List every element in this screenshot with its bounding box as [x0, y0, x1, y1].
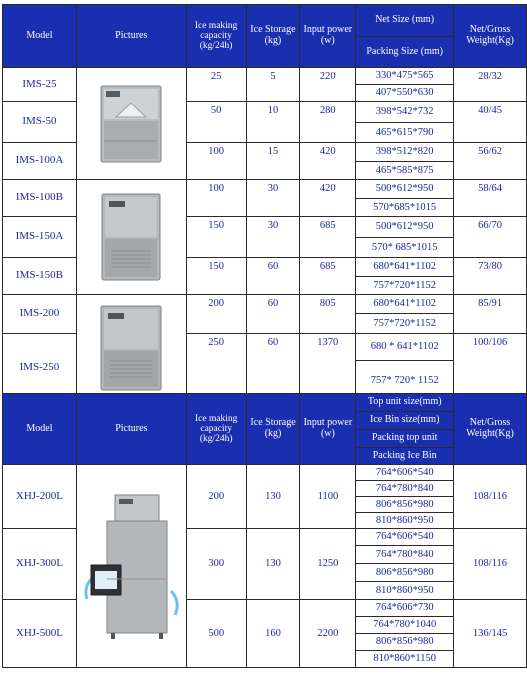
header-power: Input power (w): [300, 394, 356, 465]
top-unit-size-cell: 764*606*730: [356, 600, 454, 617]
power-cell: 420: [300, 180, 356, 217]
packing-size-cell: 465*615*790: [356, 123, 454, 143]
model-cell: IMS-25: [3, 68, 77, 102]
model-cell: IMS-150A: [3, 217, 77, 258]
power-cell: 1250: [300, 529, 356, 600]
capacity-cell: 250: [186, 334, 246, 402]
packing-bin-cell: 810*860*950: [356, 582, 454, 600]
model-cell: IMS-50: [3, 102, 77, 143]
header-pictures: Pictures: [76, 5, 186, 68]
capacity-cell: 50: [186, 102, 246, 143]
storage-cell: 5: [246, 68, 300, 102]
power-cell: 280: [300, 102, 356, 143]
power-cell: 685: [300, 258, 356, 295]
packing-bin-cell: 810*860*950: [356, 513, 454, 529]
header-storage: Ice Storage (kg): [246, 5, 300, 68]
ice-machine-image: [100, 305, 162, 391]
header-packing-bin: Packing Ice Bin: [356, 448, 454, 465]
weight-cell: 73/80: [454, 258, 527, 295]
model-cell: XHJ-200L: [3, 465, 77, 529]
storage-cell: 130: [246, 529, 300, 600]
ice-bin-size-cell: 764*780*840: [356, 546, 454, 564]
header-weight: Net/Gross Weight(Kg): [454, 5, 527, 68]
weight-cell: 56/62: [454, 143, 527, 180]
weight-cell: 85/91: [454, 295, 527, 334]
storage-cell: 30: [246, 217, 300, 258]
capacity-cell: 100: [186, 143, 246, 180]
weight-cell: 108/116: [454, 529, 527, 600]
net-size-cell: 680*641*1102: [356, 295, 454, 314]
weight-cell: 108/116: [454, 465, 527, 529]
xhj-spec-table: [2, 393, 527, 668]
packing-top-cell: 806*856*980: [356, 564, 454, 582]
header-packing-size: Packing Size (mm): [356, 37, 454, 68]
capacity-cell: 200: [186, 465, 246, 529]
packing-size-cell: 407*550*630: [356, 85, 454, 102]
weight-cell: 40/45: [454, 102, 527, 143]
net-size-cell: 500*612*950: [356, 180, 454, 199]
packing-size-cell: 570*685*1015: [356, 199, 454, 217]
power-cell: 420: [300, 143, 356, 180]
net-size-cell: 500*612*950: [356, 217, 454, 238]
packing-bin-cell: 810*860*1150: [356, 651, 454, 668]
product-photo-ims-small: [76, 68, 186, 180]
storage-cell: 130: [246, 465, 300, 529]
header-model: Model: [3, 394, 77, 465]
ims-spec-table: [2, 4, 527, 402]
capacity-cell: 300: [186, 529, 246, 600]
model-cell: IMS-100B: [3, 180, 77, 217]
capacity-cell: 150: [186, 217, 246, 258]
header-packing-top: Packing top unit: [356, 430, 454, 448]
model-cell: IMS-200: [3, 295, 77, 334]
net-size-cell: 680 * 641*1102: [356, 334, 454, 361]
weight-cell: 58/64: [454, 180, 527, 217]
packing-size-cell: 757* 720* 1152: [356, 361, 454, 402]
header-model: Model: [3, 5, 77, 68]
top-unit-size-cell: 764*606*540: [356, 465, 454, 481]
capacity-cell: 150: [186, 258, 246, 295]
model-cell: XHJ-500L: [3, 600, 77, 668]
ice-machine-image: [81, 491, 181, 641]
product-photo-ims-medium: [76, 180, 186, 295]
ice-machine-image: [101, 193, 161, 281]
power-cell: 1100: [300, 465, 356, 529]
model-cell: IMS-150B: [3, 258, 77, 295]
header-capacity: Ice making capacity (kg/24h): [186, 5, 246, 68]
header-pictures: Pictures: [76, 394, 186, 465]
header-weight: Net/Gross Weight(Kg): [454, 394, 527, 465]
header-top-unit-size: Top unit size(mm): [356, 394, 454, 412]
storage-cell: 160: [246, 600, 300, 668]
storage-cell: 10: [246, 102, 300, 143]
net-size-cell: 398*542*732: [356, 102, 454, 123]
weight-cell: 100/106: [454, 334, 527, 402]
ice-bin-size-cell: 764*780*840: [356, 481, 454, 497]
model-cell: IMS-250: [3, 334, 77, 402]
storage-cell: 60: [246, 334, 300, 402]
net-size-cell: 330*475*565: [356, 68, 454, 85]
net-size-cell: 398*512*820: [356, 143, 454, 162]
packing-top-cell: 806*856*980: [356, 634, 454, 651]
model-cell: IMS-100A: [3, 143, 77, 180]
power-cell: 805: [300, 295, 356, 334]
header-power: Input power (w): [300, 5, 356, 68]
product-photo-ims-large: [76, 295, 186, 402]
power-cell: 220: [300, 68, 356, 102]
model-cell: XHJ-300L: [3, 529, 77, 600]
capacity-cell: 200: [186, 295, 246, 334]
net-size-cell: 680*641*1102: [356, 258, 454, 277]
packing-size-cell: 757*720*1152: [356, 277, 454, 295]
storage-cell: 15: [246, 143, 300, 180]
header-ice-bin-size: Ice Bin size(mm): [356, 412, 454, 430]
header-net-size: Net Size (mm): [356, 5, 454, 37]
weight-cell: 136/145: [454, 600, 527, 668]
capacity-cell: 25: [186, 68, 246, 102]
power-cell: 1370: [300, 334, 356, 402]
header-storage: Ice Storage (kg): [246, 394, 300, 465]
storage-cell: 60: [246, 258, 300, 295]
packing-size-cell: 465*585*875: [356, 162, 454, 180]
power-cell: 2200: [300, 600, 356, 668]
ice-bin-size-cell: 764*780*1040: [356, 617, 454, 634]
storage-cell: 60: [246, 295, 300, 334]
weight-cell: 66/70: [454, 217, 527, 258]
capacity-cell: 100: [186, 180, 246, 217]
packing-size-cell: 757*720*1152: [356, 314, 454, 334]
ice-machine-image: [100, 85, 162, 163]
weight-cell: 28/32: [454, 68, 527, 102]
capacity-cell: 500: [186, 600, 246, 668]
product-photo-xhj: [76, 465, 186, 668]
storage-cell: 30: [246, 180, 300, 217]
packing-size-cell: 570* 685*1015: [356, 238, 454, 258]
top-unit-size-cell: 764*606*540: [356, 529, 454, 546]
header-capacity: Ice making capacity (kg/24h): [186, 394, 246, 465]
packing-top-cell: 806*856*980: [356, 497, 454, 513]
power-cell: 685: [300, 217, 356, 258]
